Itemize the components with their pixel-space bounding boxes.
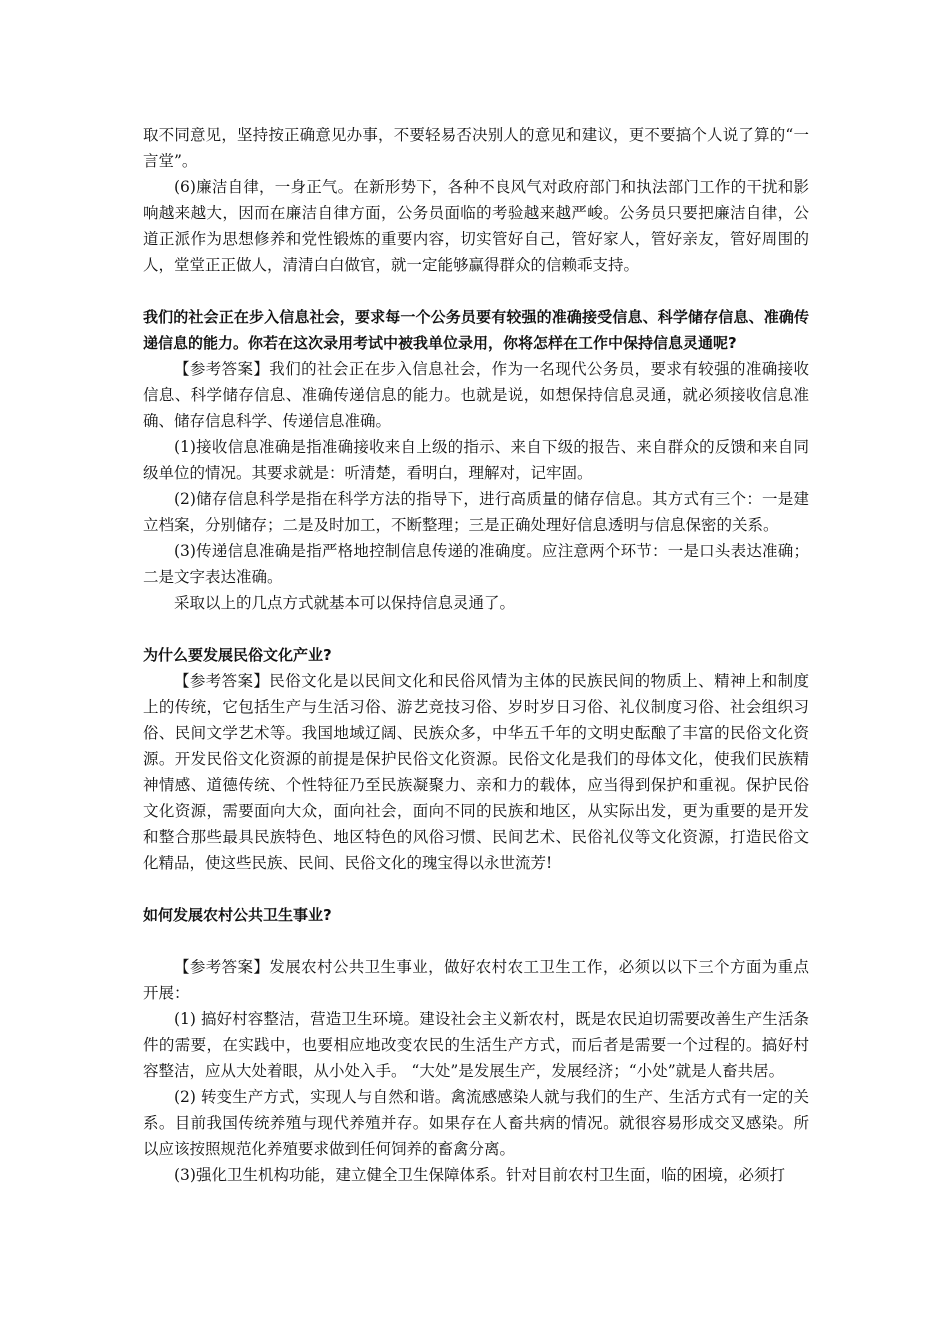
answer-point-production: (2) 转变生产方式，实现人与自然和谐。禽流感感染人就与我们的生产、生活方式有一定的关系。目前我国传统养殖与现代养殖并存。如果存在人畜共病的情况。就很容易形成交叉感染。所以应该按照规范化养殖要求做到任何饲养的畜禽分离。: [143, 1088, 809, 1158]
question-folk-culture: 为什么要发展民俗文化产业?: [143, 646, 332, 664]
question-information-society: 我们的社会正在步入信息社会，要求每一个公务员要有较强的准确接受信息、科学储存信息、准确传递信息的能力。你若在这次录用考试中被我单位录用，你将怎样在工作中保持信息灵通呢?: [143, 308, 809, 352]
answer-closing: 采取以上的几点方式就基本可以保持信息灵通了。: [174, 594, 516, 612]
document-page: [143, 122, 809, 1188]
answer-point-receive: (1)接收信息准确是指准确接收来自上级的指示、来自下级的报告、来自群众的反馈和来自同级单位的情况。其要求就是：听清楚，看明白，理解对，记牢固。: [143, 438, 809, 482]
answer-point-transmit: (3)传递信息准确是指严格地控制信息传递的准确度。应注意两个环节：一是口头表达准确；二是文字表达准确。: [143, 542, 809, 586]
section-spacer: [143, 928, 809, 954]
answer-point-store: (2)储存信息科学是指在科学方法的指导下，进行高质量的储存信息。其方式有三个：一是建立档案，分别储存；二是及时加工，不断整理；三是正确处理好信息透明与信息保密的关系。: [143, 490, 809, 534]
section-spacer: [143, 616, 809, 642]
question-rural-health: 如何发展农村公共卫生事业?: [143, 906, 332, 924]
section-spacer: [143, 278, 809, 304]
intro-paragraph-continued: 取不同意见，坚持按正确意见办事，不要轻易否决别人的意见和建议，更不要搞个人说了算的“一言堂”。: [143, 126, 809, 170]
answer-point-institutions: (3)强化卫生机构功能，建立健全卫生保障体系。针对目前农村卫生面，临的困境，必须打: [174, 1166, 785, 1184]
section-spacer: [143, 876, 809, 902]
answer-information-society: 【参考答案】我们的社会正在步入信息社会，作为一名现代公务员，要求有较强的准确接收信息、科学储存信息、准确传递信息的能力。也就是说，如想保持信息灵通，就必须接收信息准确、储存信息科学、传递信息准确。: [143, 360, 809, 430]
intro-paragraph-integrity: (6)廉洁自律，一身正气。在新形势下，各种不良风气对政府部门和执法部门工作的干扰和影响越来越大，因而在廉洁自律方面，公务员面临的考验越来越严峻。公务员只要把廉洁自律，公道正派作为思想修养和党性锻炼的重要内容，切实管好自己，管好家人，管好亲友，管好周围的人，堂堂正正做人，清清白白做官，就一定能够赢得群众的信赖乖支持。: [143, 178, 809, 274]
answer-folk-culture: 【参考答案】民俗文化是以民间文化和民俗风情为主体的民族民间的物质上、精神上和制度上的传统，它包括生产与生活习俗、游艺竞技习俗、岁时岁日习俗、礼仪制度习俗、社会组织习俗、民间文学艺术等。我国地域辽阔、民族众多，中华五千年的文明史酝酿了丰富的民俗文化资源。开发民俗文化资源的前提是保护民俗文化资源。民俗文化是我们的母体文化，使我们民族精神情感、道德传统、个性特征乃至民族凝聚力、亲和力的载体，应当得到保护和重视。保护民俗文化资源，需要面向大众，面向社会，面向不同的民族和地区，从实际出发，更为重要的是开发和整合那些最具民族特色、地区特色的风俗习惯、民间艺术、民俗礼仪等文化资源，打造民俗文化精品，使这些民族、民间、民俗文化的瑰宝得以永世流芳!: [143, 672, 809, 872]
answer-point-village: (1) 搞好村容整洁，营造卫生环境。建设社会主义新农村，既是农民迫切需要改善生产生活条件的需要，在实践中，也要相应地改变农民的生活生产方式，而后者是需要一个过程的。搞好村容整洁，应从大处着眼，从小处入手。 “大处”是发展生产，发展经济；“小处”就是人畜共居。: [143, 1010, 809, 1080]
answer-rural-health: 【参考答案】发展农村公共卫生事业，做好农村农工卫生工作，必须以以下三个方面为重点开展：: [143, 958, 809, 1002]
